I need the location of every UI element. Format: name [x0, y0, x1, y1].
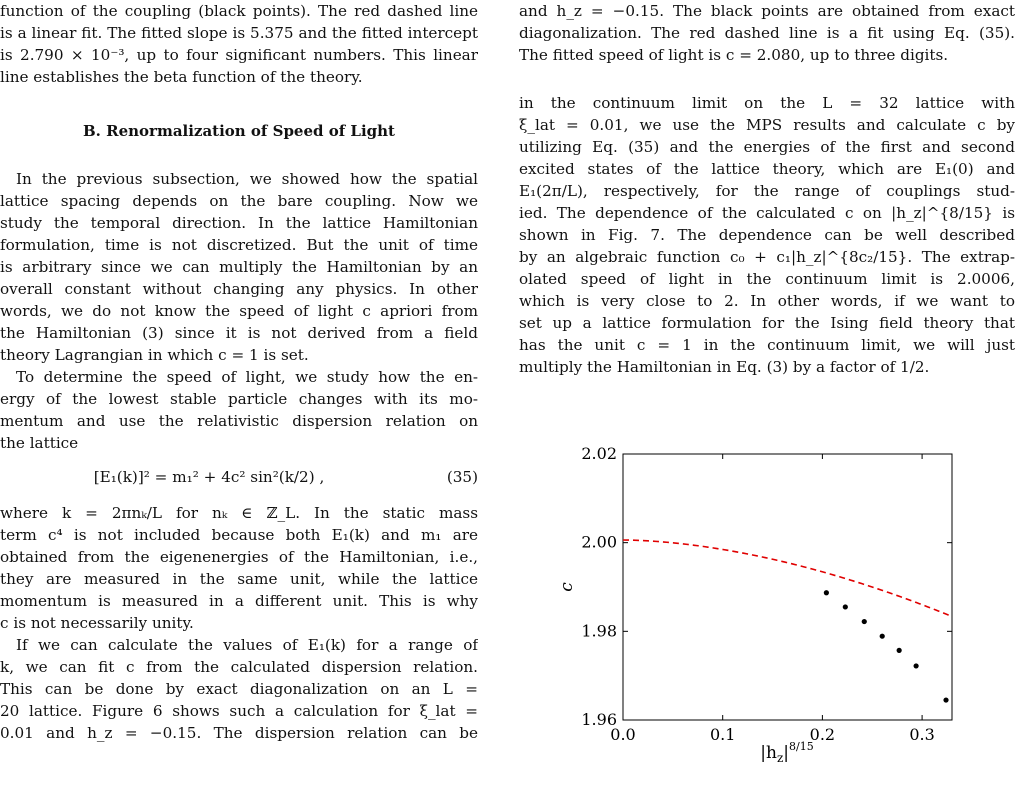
- y-axis-label: c: [557, 582, 577, 592]
- caption-line: is a linear fit. The fitted slope is 5.375 and the fitted intercept: [0, 24, 478, 42]
- caption-line: is 2.790 × 10⁻³, up to four significant numbers. This linear: [0, 46, 478, 64]
- text-line: ergy of the lowest stable particle changes with its mo-: [0, 390, 478, 408]
- x-axis-label: $|h_z|^{8/15}$: [760, 740, 814, 765]
- tick-layer: [581, 444, 952, 744]
- text-line: In the previous subsection, we showed how the spatial: [16, 170, 478, 188]
- text-line: has the unit c = 1 in the continuum limit, we will just: [519, 336, 1015, 354]
- data-point: [843, 604, 848, 609]
- text-line: utilizing Eq. (35) and the energies of the first and second: [519, 138, 1015, 156]
- caption-line: and h_z = −0.15. The black points are obtained from exact: [519, 2, 1015, 20]
- caption-line: line establishes the beta function of the theory.: [0, 68, 363, 86]
- text-line: where k = 2πnₖ/L for nₖ ∈ ℤ_L. In the static mass: [0, 504, 478, 522]
- text-line: the lattice: [0, 434, 79, 452]
- text-line: momentum is measured in a different unit. This is why: [0, 592, 478, 610]
- caption-line: diagonalization. The red dashed line is a fit using Eq. (35).: [519, 24, 1015, 42]
- equation-number: (35): [446, 468, 478, 486]
- fit-curve: [623, 540, 952, 616]
- text-line: ξ_lat = 0.01, we use the MPS results and calculate c by: [519, 116, 1015, 134]
- text-line: shown in Fig. 7. The dependence can be well described: [519, 226, 1015, 244]
- text-line: olated speed of light in the continuum limit is 2.0006,: [519, 270, 1015, 288]
- x-tick-label: 0.3: [909, 725, 935, 744]
- text-line: obtained from the eigenenergies of the Hamiltonian, i.e.,: [0, 548, 478, 566]
- text-line: mentum and use the relativistic dispersion relation on: [0, 412, 478, 430]
- caption-line: The fitted speed of light is c = 2.080, up to three digits.: [519, 46, 949, 64]
- y-tick-label: 2.00: [581, 532, 617, 552]
- data-point: [897, 648, 902, 653]
- text-line: theory Lagrangian in which c = 1 is set.: [0, 346, 309, 364]
- text-line: words, we do not know the speed of light c apriori from: [0, 302, 478, 320]
- data-point: [943, 697, 948, 702]
- text-line: is arbitrary since we can multiply the Hamiltonian by an: [0, 258, 478, 276]
- text-line: set up a lattice formulation for the Ising field theory that: [519, 314, 1015, 332]
- fit-layer: [623, 540, 952, 616]
- x-tick-label: 0.0: [610, 725, 636, 744]
- text-line: To determine the speed of light, we study how the en-: [16, 368, 478, 386]
- caption-line: function of the coupling (black points). The red dashed line: [0, 2, 478, 20]
- data-point: [824, 590, 829, 595]
- y-tick-label: 2.02: [581, 444, 617, 463]
- text-line: 20 lattice. Figure 6 shows such a calculation for ξ_lat =: [0, 702, 478, 720]
- text-line: by an algebraic function c₀ + c₁|h_z|^{8c₂/15}. The extrap-: [519, 248, 1015, 266]
- text-line: term c⁴ is not included because both E₁(k) and m₁ are: [0, 526, 478, 544]
- data-point: [862, 619, 867, 624]
- text-line: study the temporal direction. In the lattice Hamiltonian: [0, 214, 478, 232]
- text-line: ied. The dependence of the calculated c on |h_z|^{8/15} is: [519, 204, 1015, 222]
- text-line: the Hamiltonian (3) since it is not derived from a field: [0, 324, 478, 342]
- x-tick-label: 0.2: [809, 725, 836, 744]
- text-line: overall constant without changing any physics. In other: [0, 280, 478, 298]
- text-line: excited states of the lattice theory, which are E₁(0) and: [519, 160, 1015, 178]
- right-column: [519, 0, 1015, 378]
- text-line: k, we can fit c from the calculated dispersion relation.: [0, 658, 478, 676]
- text-line: multiply the Hamiltonian in Eq. (3) by a factor of 1/2.: [519, 358, 930, 376]
- text-line: formulation, time is not discretized. But the unit of time: [0, 236, 478, 254]
- equation-body: [E₁(k)]² = m₁² + 4c² sin²(k/2) ,: [93, 468, 325, 486]
- text-line: they are measured in the same unit, while the lattice: [0, 570, 478, 588]
- text-line: 0.01 and h_z = −0.15. The dispersion relation can be: [0, 724, 478, 742]
- figure-7-chart: [540, 440, 1000, 770]
- y-tick-label: 1.96: [581, 710, 617, 729]
- plot-frame: [623, 454, 952, 720]
- equation-35: [0, 466, 478, 488]
- left-column: [0, 0, 478, 744]
- y-tick-label: 1.98: [581, 621, 617, 641]
- text-line: E₁(2π/L), respectively, for the range of couplings stud-: [519, 182, 1015, 200]
- text-line: lattice spacing depends on the bare coupling. Now we: [0, 192, 478, 210]
- text-line: which is very close to 2. In other words, if we want to: [519, 292, 1015, 310]
- text-line: If we can calculate the values of E₁(k) for a range of: [16, 636, 478, 654]
- data-point: [880, 634, 885, 639]
- text-line: c is not necessarily unity.: [0, 614, 194, 632]
- x-tick-label: 0.1: [709, 725, 736, 744]
- text-line: in the continuum limit on the L = 32 lattice with: [519, 94, 1015, 112]
- data-point: [914, 663, 919, 668]
- text-line: This can be done by exact diagonalization on an L =: [0, 680, 478, 698]
- section-heading: B. Renormalization of Speed of Light: [83, 122, 395, 140]
